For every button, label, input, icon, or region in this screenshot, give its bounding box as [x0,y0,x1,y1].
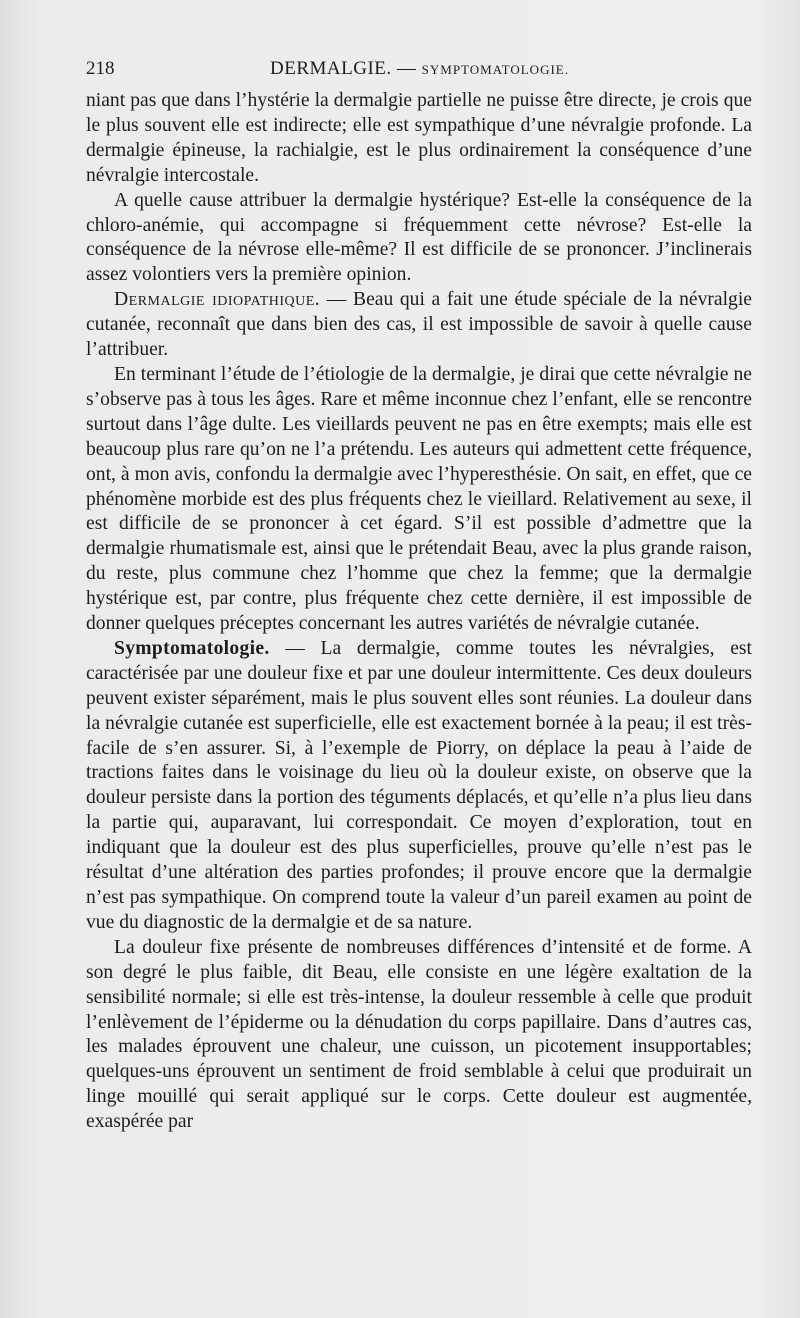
page-number: 218 [86,58,115,79]
section-lead-dermalgie-idiopathique: Dermalgie idiopathique. [114,289,321,311]
page-body [86,89,752,1135]
running-title [270,58,569,80]
paragraph-text: — La dermalgie, comme toutes les névralgies, est caractérisée par une douleur fixe et par une douleur intermittente. Ces deux douleurs peuvent exister séparément, mais le plus souvent elles sont réunies. La douleur dans la névralgie cutanée est superficielle, elle est exactement bornée à la peau; il est très-facile de s’en assurer. Si, à l’exemple de Piorry, on déplace la peau à l’aide de tractions faites dans le voisinage du lieu où la douleur existe, on observe que la douleur persiste dans la portion des téguments déplacés, et qu’elle n’a plus lieu dans la partie qui, auparavant, lui correspondait. Ce moyen d’exploration, tout en indiquant que la douleur est des plus superficielles, prouve qu’elle n’est pas le résultat d’une altération des parties profondes; il prouve encore que la dermalgie n’est pas sympathique. On comprend toute la valeur d’un pareil examen au point de vue du diagnostic de la dermalgie et de sa nature. [86,637,752,933]
running-header [86,56,752,86]
paragraph-idiopathique [86,288,752,363]
paragraph-symptomatologie [86,637,752,936]
paragraph-continued: niant pas que dans l’hystérie la dermalgie partielle ne puisse être directe, je crois que le plus souvent elle est indirecte; elle est sympathique d’une névralgie profonde. La dermalgie épineuse, la rachialgie, est le plus ordinairement la conséquence d’une névralgie intercostale. [86,90,752,186]
paragraph-text: — Beau qui a fait une étude spéciale de la névralgie cutanée, reconnaît que dans bien des cas, il est impossible de savoir à quelle cause l’attribuer. [86,289,752,361]
paragraph: La douleur fixe présente de nombreuses différences d’intensité et de forme. A son degré le plus faible, dit Beau, elle consiste en une légère exaltation de la sensibilité normale; si elle est très-intense, la douleur ressemble à celle que produit l’enlèvement de l’épiderme ou la dénudation du corps papillaire. Dans d’autres cas, les malades éprouvent une chaleur, une cuisson, un picotement insupportables; quelques-uns éprouvent un sentiment de froid semblable à celui que produirait un linge mouillé qui serait appliqué sur le corps. Cette douleur est augmentée, exaspérée par [86,936,752,1133]
section-lead-symptomatologie: Symptomatologie. [114,637,270,659]
paragraph: En terminant l’étude de l’étiologie de la dermalgie, je dirai que cette névralgie ne s’observe pas à tous les âges. Rare et même inconnue chez l’enfant, elle se rencontre surtout dans l’âge dulte. Les vieillards peuvent ne pas en être exempts; mais elle est beaucoup plus rare qu’on ne l’a prétendu. Les auteurs qui admettent cette fréquence, ont, à mon avis, confondu la dermalgie avec l’hyperesthésie. On sait, en effet, que ce phénomène morbide est des plus fréquents chez le vieillard. Relativement au sexe, il est difficile de se prononcer à cet égard. S’il est possible d’admettre que la dermalgie rhumatismale est, ainsi que le prétendait Beau, avec la plus grande raison, du reste, plus commune chez l’homme que chez la femme; que la dermalgie hystérique est, par contre, plus fréquente chez cette dernière, il est impossible de donner quelques préceptes concernant les autres variétés de névralgie cutanée. [86,363,752,635]
title-dash: — [391,58,422,79]
section-title: SYMPTOMATOLOGIE. [421,62,569,77]
paragraph: A quelle cause attribuer la dermalgie hystérique? Est-elle la conséquence de la chloro-anémie, qui accompagne si fréquemment cette névrose? Est-elle la conséquence de la névrose elle-même? Il est difficile de se prononcer. J’inclinerais assez volontiers vers la première opinion. [86,189,752,286]
chapter-title: DERMALGIE. [270,58,392,79]
